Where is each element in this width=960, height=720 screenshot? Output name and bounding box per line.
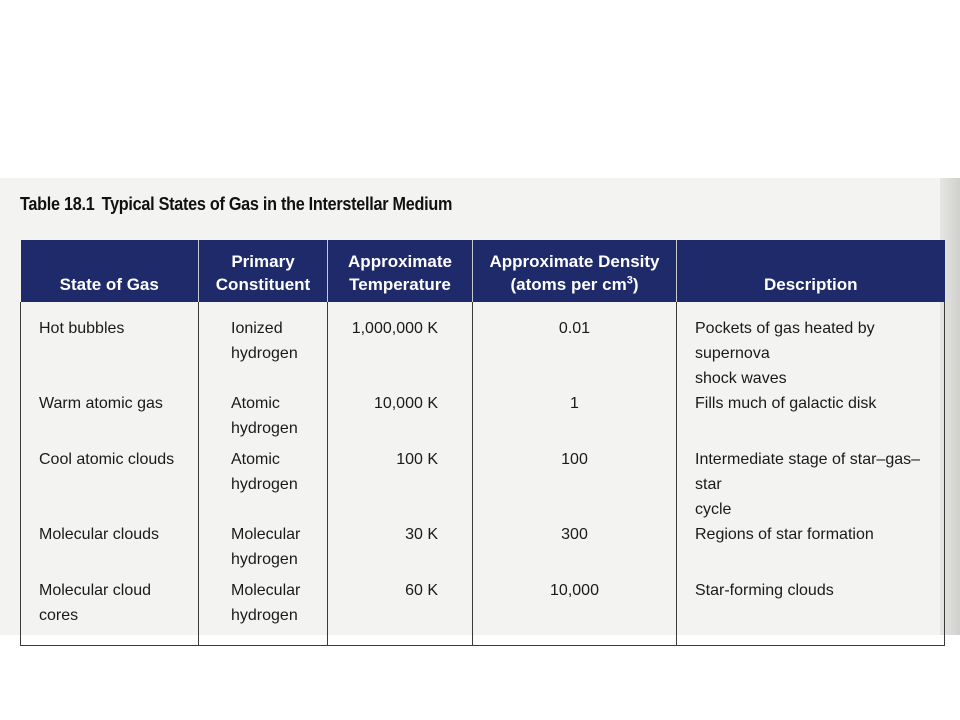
cell-state: Hot bubbles <box>21 302 199 391</box>
table-row <box>21 447 945 522</box>
cell-constituent: Atomic hydrogen <box>199 391 328 447</box>
cell-density: 0.01 <box>473 302 677 391</box>
header-constituent: Primary Constituent <box>199 240 328 302</box>
cell-temperature: 1,000,000 K <box>328 302 473 391</box>
header-description: Description <box>677 240 945 302</box>
cell-temperature: 100 K <box>328 447 473 522</box>
cell-density: 100 <box>473 447 677 522</box>
cell-description: Fills much of galactic disk <box>677 391 945 447</box>
table-caption <box>20 194 452 215</box>
cell-constituent: Molecular hydrogen <box>199 578 328 646</box>
cell-temperature: 30 K <box>328 522 473 578</box>
cell-state: Molecular clouds <box>21 522 199 578</box>
cell-density: 1 <box>473 391 677 447</box>
table-title: Typical States of Gas in the Interstellar Medium <box>101 194 453 214</box>
cell-density: 300 <box>473 522 677 578</box>
cell-description: Star-forming clouds <box>677 578 945 646</box>
table-row <box>21 302 945 391</box>
cell-state: Cool atomic clouds <box>21 447 199 522</box>
cell-state: Molecular cloud cores <box>21 578 199 646</box>
cell-constituent: Molecular hydrogen <box>199 522 328 578</box>
table-row <box>21 522 945 578</box>
cell-description: Pockets of gas heated by supernova shock waves <box>677 302 945 391</box>
header-density: Approximate Density (atoms per $cm^3$) <box>473 240 677 302</box>
cell-description: Regions of star formation <box>677 522 945 578</box>
cell-description: Intermediate stage of star–gas–star cycle <box>677 447 945 522</box>
cell-constituent: Ionized hydrogen <box>199 302 328 391</box>
table-header-row <box>21 240 945 302</box>
cell-density: 10,000 <box>473 578 677 646</box>
cell-state: Warm atomic gas <box>21 391 199 447</box>
table-row <box>21 578 945 646</box>
cell-constituent: Atomic hydrogen <box>199 447 328 522</box>
header-state: State of Gas <box>21 240 199 302</box>
cell-temperature: 10,000 K <box>328 391 473 447</box>
header-temperature: Approximate Temperature <box>328 240 473 302</box>
table-number: Table 18.1 <box>20 194 95 214</box>
interstellar-gas-table <box>20 240 945 646</box>
cell-temperature: 60 K <box>328 578 473 646</box>
table-row <box>21 391 945 447</box>
